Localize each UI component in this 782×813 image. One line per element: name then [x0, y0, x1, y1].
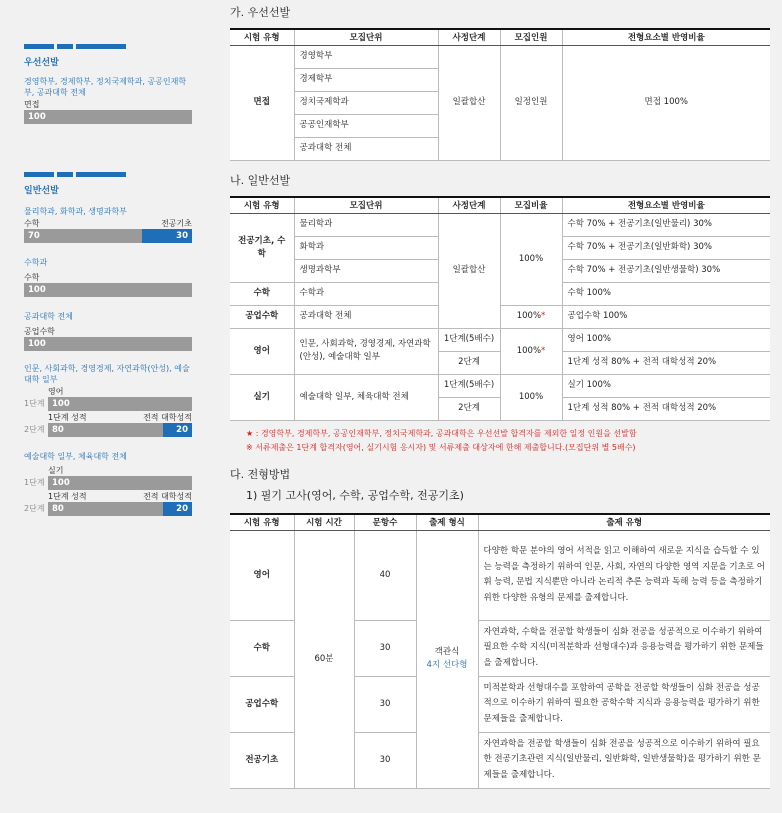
sidebar-depts: 인문, 사회과학, 경영경제, 자연과학(안성), 예술대학 일부 — [24, 364, 190, 384]
cell-unit: 생명과학부 — [294, 259, 438, 282]
col-header: 시험 유형 — [230, 29, 294, 45]
cell-pct — [500, 328, 562, 374]
cell-type: 면접 — [230, 45, 294, 160]
cell-count: 일정인원 — [500, 45, 562, 160]
section-priority — [230, 4, 770, 161]
col-header: 전형요소별 반영비율 — [562, 197, 770, 213]
method-table — [230, 513, 770, 789]
cell-ratio: 수학 70% + 전공기초(일반화학) 30% — [562, 236, 770, 259]
stage-tag: 2단계 — [24, 504, 45, 513]
col-header: 시험 시간 — [294, 514, 354, 530]
sidebar-title: 우선선발 — [24, 58, 59, 68]
cell-ratio: 1단계 성적 80% + 전적 대학성적 20% — [562, 397, 770, 420]
bar-label: 전적 대학성적 — [143, 492, 192, 501]
cell-ratio: 영어 100% — [562, 328, 770, 351]
bar-value: 70 — [28, 231, 40, 241]
bar-labels — [24, 219, 192, 229]
cell-stage: 일괄합산 — [438, 213, 500, 328]
bar-value: 80 — [52, 504, 64, 514]
section-subheading: 1) 필기 고사(영어, 수학, 공업수학, 전공기초) — [246, 489, 464, 502]
cell-type: 영어 — [230, 328, 294, 374]
cell-ratio: 수학 70% + 전공기초(일반물리) 30% — [562, 213, 770, 236]
sidebar-priority — [24, 44, 192, 124]
cell-ratio: 수학 70% + 전공기초(일반생물학) 30% — [562, 259, 770, 282]
cell-unit: 경제학부 — [294, 68, 438, 91]
bar-label: 수학 — [24, 219, 40, 228]
cell-ratio: 수학 100% — [562, 282, 770, 305]
ratio-bar — [24, 283, 192, 297]
cell-unit: 경영학부 — [294, 45, 438, 68]
bar-value: 100 — [28, 112, 46, 122]
col-header: 문항수 — [354, 514, 416, 530]
cell-type: 수학 — [230, 620, 294, 676]
note-star: ★ : 경영학부, 경제학부, 공공인재학부, 정치국제학과, 공과대학은 우선선발 합격자를 제외한 일정 인원을 선발함 — [246, 428, 637, 438]
cell-type: 공업수학 — [230, 305, 294, 328]
cell-ratio: 1단계 성적 80% + 전적 대학성적 20% — [562, 351, 770, 374]
cell-count: 30 — [354, 732, 416, 788]
star-mark: * — [541, 345, 546, 356]
section-method — [230, 466, 770, 789]
cell-unit: 정치국제학과 — [294, 91, 438, 114]
note-docs: ※ 서류제출은 1단계 합격자(영어, 실기시험 응시자) 및 서류제출 대상자에 한해 제출합니다.(모집단위 별 5배수) — [246, 442, 636, 452]
cell-ratio: 실기 100% — [562, 374, 770, 397]
cell-type: 전공기초 — [230, 732, 294, 788]
section-heading: 나. 일반선발 — [230, 174, 291, 187]
notes — [230, 427, 770, 455]
cell-unit: 인문, 사회과학, 경영경제, 자연과학(안성), 예술대학 일부 — [294, 328, 438, 374]
sidebar-depts: 물리학과, 화학과, 생명과학부 — [24, 207, 127, 216]
bar-label: 1단계 성적 — [48, 492, 87, 501]
ratio-bar — [48, 476, 192, 490]
star-mark: * — [541, 311, 546, 321]
sidebar-depts: 예술대학 일부, 체육대학 전체 — [24, 452, 127, 461]
cell-ratio: 공업수학 100% — [562, 305, 770, 328]
col-header: 모집인원 — [500, 29, 562, 45]
cell-count: 30 — [354, 676, 416, 732]
ratio-bar — [24, 229, 192, 243]
cell-unit: 물리학과 — [294, 213, 438, 236]
col-header: 전형요소별 반영비율 — [562, 29, 770, 45]
sidebar-depts: 경영학부, 경제학부, 정치국제학과, 공공인재학부, 공과대학 전체 — [24, 77, 187, 97]
stage-tag: 1단계 — [24, 399, 45, 408]
sidebar-depts: 수학과 — [24, 258, 48, 267]
ratio-bar — [48, 502, 192, 516]
bar-value: 80 — [52, 425, 64, 435]
section-general — [230, 172, 770, 455]
col-header: 모집단위 — [294, 29, 438, 45]
cell-desc: 자연과학을 전공할 학생들이 심화 전공을 성공적으로 이수하기 위하여 필요한 전공기초관련 지식(일반물리, 일반화학, 일반생물학)을 평가하기 위한 문제들을 출제합니다. — [478, 732, 770, 788]
ratio-bar — [48, 423, 192, 437]
ratio-bar — [48, 397, 192, 411]
cell-count: 30 — [354, 620, 416, 676]
col-header: 사정단계 — [438, 29, 500, 45]
cell-unit: 공과대학 전체 — [294, 305, 438, 328]
cell-count: 40 — [354, 530, 416, 620]
cell-type: 전공기초, 수학 — [230, 213, 294, 282]
bar-label: 면접 — [24, 100, 40, 109]
bar-value-blue: 20 — [163, 423, 192, 437]
bar-value: 100 — [52, 478, 70, 488]
bar-value: 100 — [28, 285, 46, 295]
cell-unit: 화학과 — [294, 236, 438, 259]
bar-label: 전공기초 — [161, 219, 192, 228]
stage-block — [24, 387, 192, 437]
bar-value: 100 — [52, 399, 70, 409]
col-header: 모집비율 — [500, 197, 562, 213]
cell-stage: 일괄합산 — [438, 45, 500, 160]
col-header: 출제 유형 — [478, 514, 770, 530]
bar-labels — [48, 413, 192, 423]
stage-block — [24, 466, 192, 516]
cell-desc: 자연과학, 수학을 전공할 학생들이 심화 전공을 성공적으로 이수하기 위하여 필요한 수학 지식(미적분학과 선형대수)과 응용능력을 평가하기 위한 문제들을 출제합니다. — [478, 620, 770, 676]
pct-text: 100% — [516, 311, 542, 321]
stage-tag: 1단계 — [24, 478, 45, 487]
cell-pct — [500, 305, 562, 328]
col-header: 사정단계 — [438, 197, 500, 213]
cell-stage: 2단계 — [438, 397, 500, 420]
bar-label: 공업수학 — [24, 327, 55, 336]
bar-label: 전적 대학성적 — [143, 413, 192, 422]
cell-stage: 2단계 — [438, 351, 500, 374]
cell-unit: 공과대학 전체 — [294, 137, 438, 160]
bar-label: 영어 — [48, 387, 64, 396]
cell-ratio: 면접 100% — [562, 45, 770, 160]
bar-value: 100 — [28, 339, 46, 349]
bar-value-blue: 30 — [142, 229, 192, 243]
cell-unit: 공공인재학부 — [294, 114, 438, 137]
cell-type: 수학 — [230, 282, 294, 305]
cell-unit: 예술대학 일부, 체육대학 전체 — [294, 374, 438, 420]
bar-label: 1단계 성적 — [48, 413, 87, 422]
section-heading: 다. 전형방법 — [230, 468, 291, 481]
cell-unit: 수학과 — [294, 282, 438, 305]
format-line2: 4지 선다형 — [426, 660, 468, 670]
cell-stage: 1단계(5배수) — [438, 328, 500, 351]
sidebar-title: 일반선발 — [24, 186, 59, 196]
ratio-bar — [24, 337, 192, 351]
ratio-bar — [24, 110, 192, 124]
cell-stage: 1단계(5배수) — [438, 374, 500, 397]
bar-label: 실기 — [48, 466, 64, 475]
cell-format — [416, 530, 478, 788]
bar-label: 수학 — [24, 273, 40, 282]
priority-table — [230, 28, 770, 161]
general-table — [230, 196, 770, 421]
cell-desc: 미적분학과 선형대수를 포함하여 공학을 전공할 학생들이 심화 전공을 성공적으로 이수하기 위하여 필요한 공학수학 지식과 응용능력을 평가하기 위한 문제들을 출제합니다. — [478, 676, 770, 732]
col-header: 모집단위 — [294, 197, 438, 213]
cell-pct: 100% — [500, 374, 562, 420]
cell-type: 실기 — [230, 374, 294, 420]
col-header: 시험 유형 — [230, 197, 294, 213]
format-line1: 객관식 — [434, 647, 460, 657]
col-header: 시험 유형 — [230, 514, 294, 530]
sidebar-general — [24, 172, 192, 516]
section-heading: 가. 우선선발 — [230, 6, 291, 19]
cell-time: 60분 — [294, 530, 354, 788]
pct-text: 100% — [516, 345, 542, 356]
stage-tag: 2단계 — [24, 425, 45, 434]
bar-labels — [48, 492, 192, 502]
col-header: 출제 형식 — [416, 514, 478, 530]
sidebar-depts: 공과대학 전체 — [24, 312, 73, 321]
cell-type: 영어 — [230, 530, 294, 620]
cell-desc: 다양한 학문 분야의 영어 서적을 읽고 이해하여 새로운 지식을 습득할 수 있는 능력을 측정하기 위하여 인문, 사회, 자연의 다양한 영역 지문을 기초로 어휘 능력, 문법 지식뿐만 아니라 논리적 추론 능력과 독해 능력 등을 측정하기 위한 다양한 유형의 문제를 출제합니다. — [478, 530, 770, 620]
cell-type: 공업수학 — [230, 676, 294, 732]
cell-pct: 100% — [500, 213, 562, 305]
section-deco — [24, 172, 192, 177]
bar-value-blue: 20 — [163, 502, 192, 516]
section-deco — [24, 44, 192, 49]
